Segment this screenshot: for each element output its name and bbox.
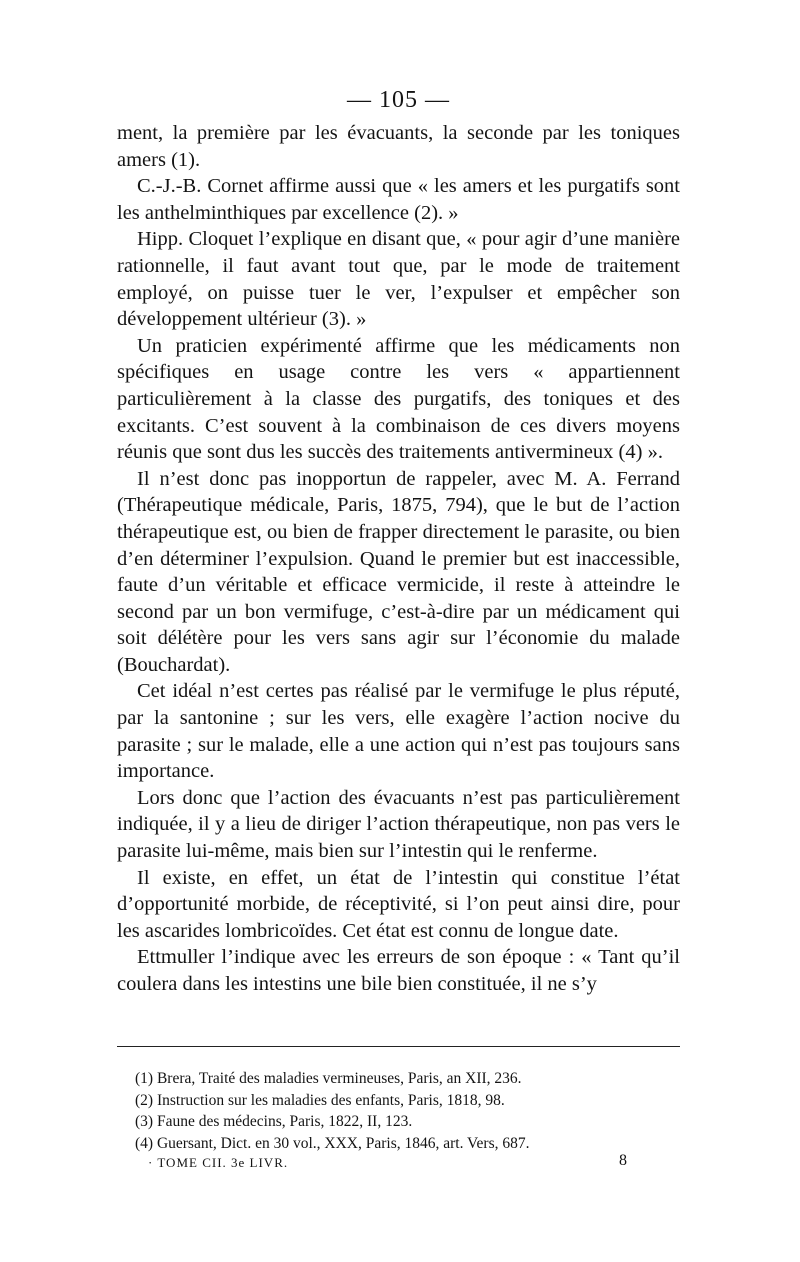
page-number: — 105 — — [347, 87, 450, 113]
main-text — [117, 120, 680, 998]
page-body — [117, 84, 680, 998]
footnote: (4) Guersant, Dict. en 30 vol., XXX, Paris, 1846, art. Vers, 687. — [135, 1134, 530, 1152]
paragraph: Il existe, en effet, un état de l’intestin qui constitue l’état d’opportunité morbide, de réceptivité, si l’on peut ainsi dire, pour les ascarides lombricoïdes. Cet état est connu de longue date. — [117, 866, 680, 942]
signature-number: 8 — [619, 1152, 628, 1169]
footnote-divider — [117, 1046, 680, 1047]
paragraph: ment, la première par les évacuants, la seconde par les toniques amers (1). — [117, 122, 680, 171]
footnote: (1) Brera, Traité des maladies vermineuses, Paris, an XII, 236. — [135, 1070, 522, 1087]
paragraph: Hipp. Cloquet l’explique en disant que, « pour agir d’une manière rationnelle, il faut avant tout que, par le mode de traitement employé, on puisse tuer le ver, l’expulser et empêcher son développement ultérieur (3). » — [117, 228, 680, 331]
footnote: (2) Instruction sur les maladies des enfants, Paris, 1818, 98. — [135, 1091, 505, 1109]
paragraph: C.-J.-B. Cornet affirme aussi que « les amers et les purgatifs sont les anthelminthiques par excellence (2). » — [117, 175, 680, 224]
footnotes — [135, 1068, 680, 1154]
paragraph: Lors donc que l’action des évacuants n’est pas particulièrement indiquée, il y a lieu de diriger l’action thérapeutique, non pas vers le parasite lui-même, mais bien sur l’intestin qui le renferme. — [117, 786, 680, 863]
footnote: (3) Faune des médecins, Paris, 1822, II, 123. — [135, 1113, 413, 1130]
paragraph: Il n’est donc pas inopportun de rappeler, avec M. A. Ferrand (Thérapeutique médicale, Paris, 1875, 794), que le but de l’action thérapeutique est, ou bien de frapper directement le parasite, ou bien d’en déterminer l’expulsion. Quand le premier but est inaccessible, faute d’un véritable et efficace vermicide, il reste à atteindre le second par un bon vermifuge, c’est-à-dire par un médicament qui soit délétère pour les vers sans agir sur l’économie du malade (Bouchardat). — [117, 467, 680, 676]
paragraph: Cet idéal n’est certes pas réalisé par le vermifuge le plus réputé, par la santonine ; sur les vers, elle exagère l’action nocive du parasite ; sur le malade, elle a une action qui n’est pas toujours sans importance. — [117, 680, 680, 783]
signature-volume: · TOME CII. 3e LIVR. — [148, 1155, 289, 1170]
paragraph: Un praticien expérimenté affirme que les médicaments non spécifiques en usage contre les vers « appartiennent particulièrement à la classe des purgatifs, des toniques et des excitants. C’est souvent à la combinaison de ces divers moyens réunis que sont dus les succès des traitements antivermineux (4) ». — [117, 334, 680, 464]
printer-signature — [148, 1152, 628, 1171]
paragraph: Ettmuller l’indique avec les erreurs de son époque : « Tant qu’il coulera dans les intestins une bile bien constituée, il ne s’y — [117, 946, 680, 995]
